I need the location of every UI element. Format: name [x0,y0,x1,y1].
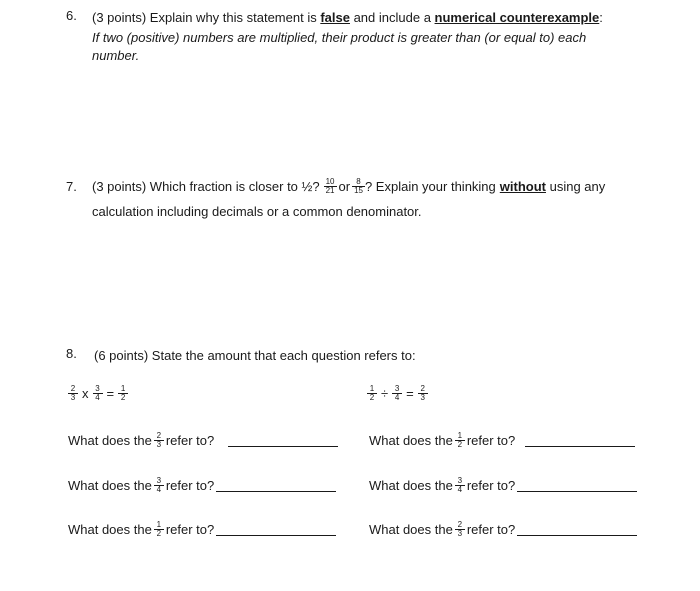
right-prompt-3-frac [456,521,464,538]
q6-statement-line2: number. [92,48,140,63]
q6-false-word: false [320,10,350,25]
q7-fraction-1 [325,178,336,195]
left-eq-frac-c [119,385,127,402]
q7-text-c: using any [546,179,606,194]
prompt-suffix: refer to? [466,478,516,493]
right-eq-a-num: 1 [369,384,375,393]
q8-number: 8. [66,346,77,361]
right-prompt-2-frac [456,477,464,494]
prompt-prefix: What does the [68,478,152,493]
left-prompt-3-den: 2 [156,529,162,538]
right-eq-c-den: 3 [420,393,425,402]
q7-or-word: or [338,179,351,194]
q7-frac1-den: 21 [325,186,335,195]
left-prompt-2-frac [155,477,163,494]
q6-end-text: : [599,10,603,25]
left-prompt-1-den: 3 [156,440,162,449]
left-prompt-1-num: 2 [156,431,162,440]
right-eq-equals: = [406,386,414,401]
left-eq-frac-a [69,385,77,402]
right-eq-a-den: 2 [369,393,375,402]
q7-line2: calculation including decimals or a common denominator. [92,204,422,219]
left-answer-blank-1[interactable] [228,434,338,447]
q7-frac2-num: 8 [356,177,361,186]
right-answer-blank-2[interactable] [517,479,637,492]
right-eq-frac-c [419,385,427,402]
right-prompt-3-num: 2 [457,520,463,529]
right-eq-frac-a [368,385,376,402]
left-eq-b-den: 4 [95,393,100,402]
left-eq-frac-b [94,385,102,402]
prompt-prefix: What does the [369,433,453,448]
right-prompt-1-frac [456,432,464,449]
left-equation [68,385,128,402]
q6-statement-line1: If two (positive) numbers are multiplied, their product is greater than (or equal to) each [92,30,587,45]
right-eq-b-den: 4 [394,393,400,402]
right-eq-c-num: 2 [420,384,425,393]
q6-counterexample-word: numerical counterexample [434,10,600,25]
q7-prompt [92,177,605,196]
right-prompt-1 [369,432,635,449]
right-prompt-2-den: 4 [457,485,463,494]
left-prompt-2-num: 3 [156,476,162,485]
left-prompt-2-den: 4 [156,485,162,494]
q7-number: 7. [66,179,77,194]
left-prompt-2 [68,477,336,494]
right-answer-blank-1[interactable] [525,434,635,447]
left-prompt-1-frac [155,432,163,449]
left-answer-blank-2[interactable] [216,479,336,492]
q6-mid-text: and include a [349,10,435,25]
q7-fraction-2 [353,178,364,195]
right-prompt-3-den: 3 [457,529,463,538]
right-prompt-2-num: 3 [457,476,463,485]
prompt-suffix: refer to? [165,478,215,493]
q7-without-word: without [499,179,546,194]
left-prompt-1 [68,432,338,449]
q6-points-text: (3 points) Explain why this statement is [92,10,321,25]
q7-text-a: (3 points) Which fraction is closer to ½? [92,179,320,194]
q7-frac1-num: 10 [325,177,335,186]
q6-prompt [92,8,603,27]
q8-prompt: (6 points) State the amount that each question refers to: [94,348,416,363]
left-eq-a-den: 3 [70,393,76,402]
right-prompt-2 [369,477,637,494]
prompt-prefix: What does the [369,522,453,537]
right-eq-operator: ÷ [381,386,389,401]
prompt-suffix: refer to? [165,522,215,537]
prompt-suffix: refer to? [165,433,215,448]
left-eq-c-den: 2 [120,393,126,402]
right-prompt-1-den: 2 [457,440,463,449]
right-answer-blank-3[interactable] [517,523,637,536]
left-answer-blank-3[interactable] [216,523,336,536]
left-eq-b-num: 3 [95,384,100,393]
q7-frac2-den: 15 [354,186,363,195]
prompt-suffix: refer to? [466,433,516,448]
right-eq-b-num: 3 [394,384,400,393]
right-prompt-3 [369,521,637,538]
prompt-suffix: refer to? [466,522,516,537]
left-prompt-3-frac [155,521,163,538]
left-prompt-3-num: 1 [156,520,162,529]
prompt-prefix: What does the [68,522,152,537]
prompt-prefix: What does the [68,433,152,448]
left-eq-equals: = [106,386,115,401]
left-eq-c-num: 1 [120,384,126,393]
left-eq-a-num: 2 [70,384,76,393]
right-equation [367,385,428,402]
right-eq-frac-b [393,385,401,402]
left-eq-operator: x [82,386,89,401]
q6-number: 6. [66,8,77,23]
right-prompt-1-num: 1 [457,431,463,440]
q7-text-b: ? Explain your thinking [364,179,496,194]
prompt-prefix: What does the [369,478,453,493]
left-prompt-3 [68,521,336,538]
